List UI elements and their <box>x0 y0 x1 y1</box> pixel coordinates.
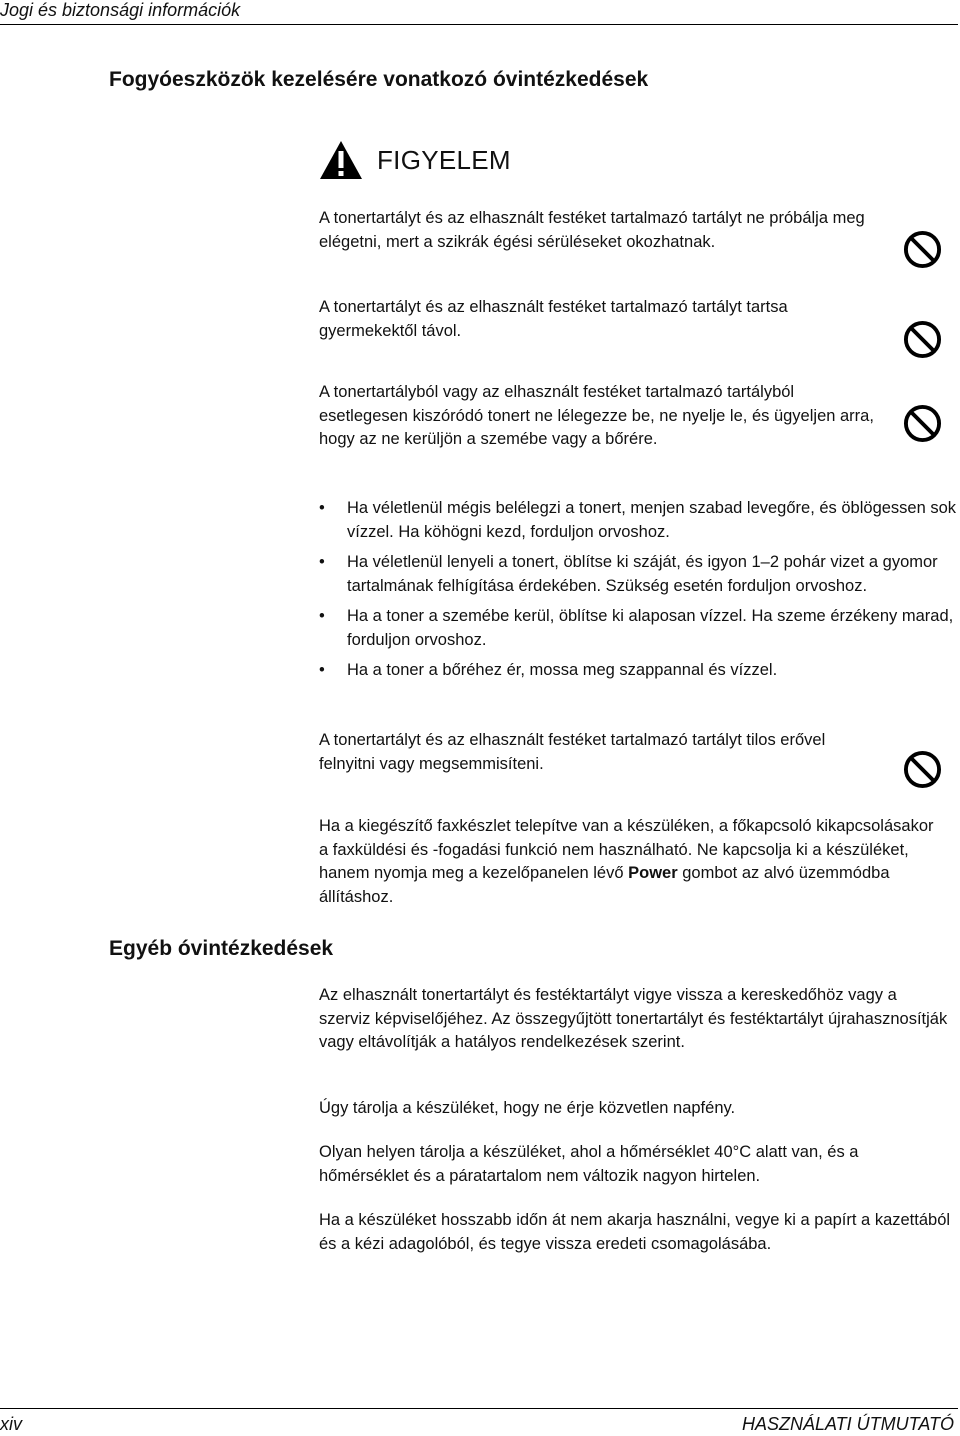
manual-title: HASZNÁLATI ÚTMUTATÓ <box>741 1414 954 1434</box>
recycle-paragraph: Az elhasznált tonertartályt és festéktartályt vigye vissza a kereskedőhöz vagy a szerviz képviselőjéhez. Az összegyűjtött tonertartályt és festéktartályt újrahasznosítják vagy eltávolítják a hatályos rendelkezések szerint. <box>319 986 948 1051</box>
first-aid-list <box>319 497 959 690</box>
header-rule <box>0 24 958 25</box>
fax-text-after: gombot az alvó üzemmódba állításhoz. <box>319 864 890 906</box>
power-key-label: Power <box>628 864 678 882</box>
section-title-consumables: Fogyóeszközök kezelésére vonatkozó óvintézkedések <box>109 68 649 91</box>
prohibition-icon <box>903 230 942 269</box>
warning-paragraph-inhale: A tonertartályból vagy az elhasznált festéket tartalmazó tartályból esetlegesen kiszóródó tonert ne lélegezze be, ne nyelje le, és ügyeljen arra, hogy az ne kerüljön a szemébe vagy a bőrére. <box>319 383 874 448</box>
warning-paragraph-burn: A tonertartályt és az elhasznált festéket tartalmazó tartályt ne próbálja meg elégetni, mert a szikrák égési sérüléseket okozhatnak. <box>319 209 865 251</box>
footer-rule <box>0 1408 958 1409</box>
warning-triangle-icon <box>319 140 363 180</box>
bullet-marker: • <box>319 553 325 571</box>
prohibition-icon <box>903 750 942 789</box>
list-item-text: Ha a toner a bőréhez ér, mossa meg szappannal és vízzel. <box>347 661 778 679</box>
list-item <box>319 605 959 652</box>
list-item <box>319 659 959 683</box>
warning-paragraph-children: A tonertartályt és az elhasznált festéket tartalmazó tartályt tartsa gyermekektől távol. <box>319 298 788 340</box>
fax-paragraph <box>319 815 947 909</box>
list-item-text: Ha a toner a szemébe kerül, öblítse ki alaposan vízzel. Ha szeme érzékeny marad, forduljon orvoshoz. <box>347 607 954 649</box>
warning-heading <box>319 138 511 182</box>
prohibition-icon <box>903 404 942 443</box>
sunlight-paragraph: Úgy tárolja a készüléket, hogy ne érje közvetlen napfény. <box>319 1099 736 1117</box>
list-item-text: Ha véletlenül lenyeli a tonert, öblítse ki száját, és igyon 1–2 pohár vizet a gyomor tartalmának felhígítása érdekében. Szükség esetén forduljon orvoshoz. <box>347 553 938 595</box>
list-item <box>319 497 959 544</box>
bullet-marker: • <box>319 661 325 679</box>
section-title-other: Egyéb óvintézkedések <box>109 937 334 960</box>
temperature-paragraph: Olyan helyen tárolja a készüléket, ahol a hőmérséklet 40°C alatt van, és a hőmérséklet és a páratartalom nem változik nagyon hirtelen. <box>319 1143 859 1185</box>
warning-label: FIGYELEM <box>377 144 511 175</box>
warning-paragraph-open: A tonertartályt és az elhasznált festéket tartalmazó tartályt tilos erővel felnyitni vagy megsemmisíteni. <box>319 731 826 773</box>
storage-paragraph: Ha a készüléket hosszabb időn át nem akarja használni, vegye ki a papírt a kazettából és a kézi adagolóból, és tegye vissza eredeti csomagolásába. <box>319 1211 951 1253</box>
running-header: Jogi és biztonsági információk <box>0 0 241 20</box>
list-item-text: Ha véletlenül mégis belélegzi a tonert, menjen szabad levegőre, és öblögessen sok vízzel. Ha köhögni kezd, forduljon orvoshoz. <box>347 499 957 541</box>
list-item <box>319 551 959 598</box>
fax-text-before: Ha a kiegészítő faxkészlet telepítve van a készüléken, a főkapcsoló kikapcsolásakor a faxküldési és -fogadási funkció nem használható. Ne kapcsolja ki a készüléket, hanem nyomja meg a kezelőpanelen lévő <box>319 817 934 882</box>
bullet-marker: • <box>319 499 325 517</box>
page-number: xiv <box>0 1414 22 1434</box>
bullet-marker: • <box>319 607 325 625</box>
prohibition-icon <box>903 320 942 359</box>
